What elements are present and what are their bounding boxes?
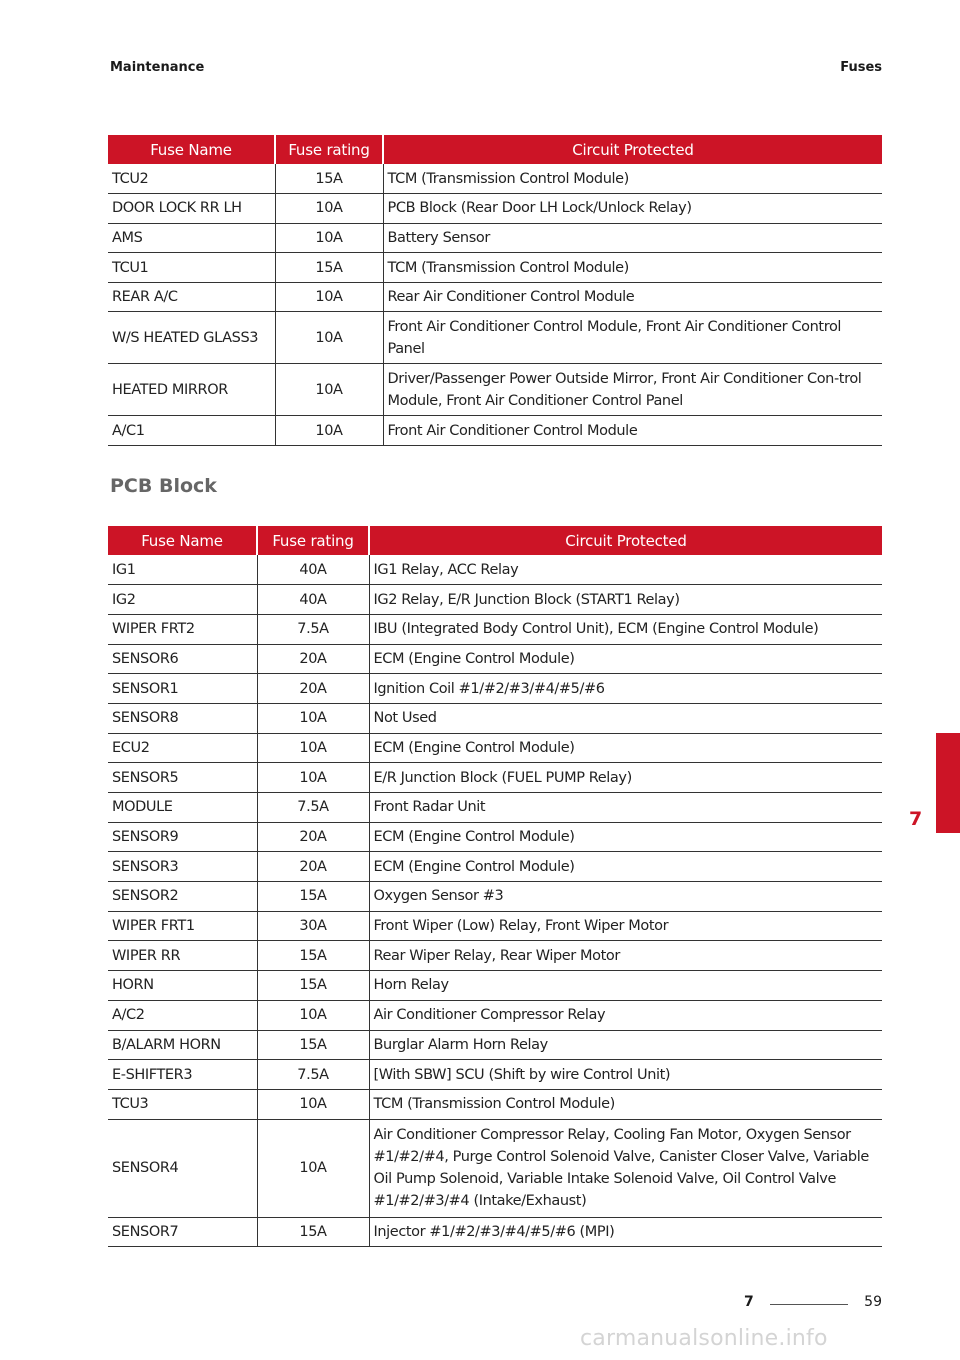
circuit-cell: Battery Sensor — [383, 223, 882, 253]
table-row — [108, 971, 882, 1001]
circuit-cell: Not Used — [369, 703, 882, 733]
fuse-rating-cell: 40A — [257, 555, 369, 585]
circuit-cell: IG2 Relay, E/R Junction Block (START1 Relay) — [369, 585, 882, 615]
circuit-cell: Ignition Coil #1/#2/#3/#4/#5/#6 — [369, 674, 882, 704]
fuse-name-cell: REAR A/C — [108, 282, 275, 312]
table-row — [108, 1217, 882, 1247]
circuit-cell: Front Wiper (Low) Relay, Front Wiper Motor — [369, 911, 882, 941]
circuit-cell: Rear Air Conditioner Control Module — [383, 282, 882, 312]
fuse-name-cell: WIPER RR — [108, 941, 257, 971]
circuit-cell: ECM (Engine Control Module) — [369, 733, 882, 763]
circuit-cell: Driver/Passenger Power Outside Mirror, Front Air Conditioner Con-trol Module, Front Air Conditioner Control Panel — [383, 364, 882, 416]
fuse-rating-cell: 10A — [275, 312, 383, 364]
fuse-rating-cell: 10A — [275, 416, 383, 446]
table-row — [108, 763, 882, 793]
table-row — [108, 164, 882, 194]
circuit-cell: TCM (Transmission Control Module) — [383, 164, 882, 194]
fuse-rating-cell: 10A — [257, 733, 369, 763]
fuse-rating-cell: 10A — [275, 223, 383, 253]
table-row — [108, 822, 882, 852]
section-label: Maintenance — [110, 60, 205, 75]
circuit-cell: Front Air Conditioner Control Module, Front Air Conditioner Control Panel — [383, 312, 882, 364]
fuse-name-cell: MODULE — [108, 793, 257, 823]
fuse-name-cell: SENSOR9 — [108, 822, 257, 852]
fuse-name-cell: SENSOR4 — [108, 1119, 257, 1217]
fuse-name-cell: A/C1 — [108, 416, 275, 446]
fuse-name-cell: SENSOR5 — [108, 763, 257, 793]
table-row — [108, 614, 882, 644]
fuse-name-cell: A/C2 — [108, 1000, 257, 1030]
fuse-rating-cell: 7.5A — [257, 1060, 369, 1090]
footer-chapter-number: 7 — [744, 1294, 754, 1310]
table-row — [108, 416, 882, 446]
fuse-rating-cell: 15A — [257, 941, 369, 971]
circuit-cell: E/R Junction Block (FUEL PUMP Relay) — [369, 763, 882, 793]
fuse-name-cell: IG2 — [108, 585, 257, 615]
fuse-name-cell: W/S HEATED GLASS3 — [108, 312, 275, 364]
circuit-cell: [With SBW] SCU (Shift by wire Control Unit) — [369, 1060, 882, 1090]
fuse-rating-cell: 30A — [257, 911, 369, 941]
fuse-rating-cell: 15A — [257, 971, 369, 1001]
fuse-name-cell: WIPER FRT2 — [108, 614, 257, 644]
fuse-rating-cell: 10A — [257, 1089, 369, 1119]
circuit-cell: Front Radar Unit — [369, 793, 882, 823]
fuse-name-cell: TCU3 — [108, 1089, 257, 1119]
circuit-cell: Front Air Conditioner Control Module — [383, 416, 882, 446]
fuse-name-cell: B/ALARM HORN — [108, 1030, 257, 1060]
column-header-fuse-rating: Fuse rating — [257, 526, 369, 555]
circuit-cell: IG1 Relay, ACC Relay — [369, 555, 882, 585]
table-row — [108, 585, 882, 615]
circuit-cell: ECM (Engine Control Module) — [369, 822, 882, 852]
table-header-row — [108, 526, 882, 555]
table-row — [108, 733, 882, 763]
watermark: carmanualsonline.info — [580, 1326, 828, 1351]
table-row — [108, 1030, 882, 1060]
table-header-row — [108, 135, 882, 164]
fuse-rating-cell: 15A — [257, 1217, 369, 1247]
circuit-cell: PCB Block (Rear Door LH Lock/Unlock Relay) — [383, 194, 882, 224]
column-header-fuse-rating: Fuse rating — [275, 135, 383, 164]
chapter-side-tab — [936, 733, 960, 833]
fuse-table-1 — [108, 135, 882, 446]
fuse-name-cell: SENSOR6 — [108, 644, 257, 674]
column-header-fuse-name: Fuse Name — [108, 135, 275, 164]
fuse-name-cell: SENSOR3 — [108, 852, 257, 882]
circuit-cell: TCM (Transmission Control Module) — [383, 253, 882, 283]
column-header-circuit-protected: Circuit Protected — [383, 135, 882, 164]
fuse-rating-cell: 20A — [257, 822, 369, 852]
table-row — [108, 882, 882, 912]
fuse-rating-cell: 10A — [275, 194, 383, 224]
fuse-name-cell: SENSOR7 — [108, 1217, 257, 1247]
fuse-rating-cell: 20A — [257, 674, 369, 704]
table-row — [108, 644, 882, 674]
table-row — [108, 194, 882, 224]
fuse-rating-cell: 10A — [257, 703, 369, 733]
fuse-table-pcb-block — [108, 526, 882, 1247]
topic-label: Fuses — [840, 60, 882, 75]
fuse-rating-cell: 40A — [257, 585, 369, 615]
table-row — [108, 793, 882, 823]
fuse-rating-cell: 10A — [257, 1000, 369, 1030]
fuse-rating-cell: 15A — [275, 164, 383, 194]
table-row — [108, 1089, 882, 1119]
circuit-cell: ECM (Engine Control Module) — [369, 852, 882, 882]
table-row — [108, 1000, 882, 1030]
footer-divider — [770, 1304, 848, 1305]
fuse-name-cell: WIPER FRT1 — [108, 911, 257, 941]
table-row — [108, 312, 882, 364]
fuse-rating-cell: 7.5A — [257, 793, 369, 823]
fuse-name-cell: HORN — [108, 971, 257, 1001]
fuse-name-cell: TCU1 — [108, 253, 275, 283]
section-title-pcb-block: PCB Block — [110, 475, 217, 497]
fuse-name-cell: E-SHIFTER3 — [108, 1060, 257, 1090]
fuse-rating-cell: 10A — [257, 763, 369, 793]
circuit-cell: Horn Relay — [369, 971, 882, 1001]
table-row — [108, 941, 882, 971]
table-row — [108, 364, 882, 416]
fuse-name-cell: ECU2 — [108, 733, 257, 763]
circuit-cell: ECM (Engine Control Module) — [369, 644, 882, 674]
fuse-rating-cell: 10A — [275, 282, 383, 312]
circuit-cell: Injector #1/#2/#3/#4/#5/#6 (MPI) — [369, 1217, 882, 1247]
circuit-cell: Rear Wiper Relay, Rear Wiper Motor — [369, 941, 882, 971]
fuse-rating-cell: 20A — [257, 644, 369, 674]
circuit-cell: Air Conditioner Compressor Relay, Cooling Fan Motor, Oxygen Sensor #1/#2/#4, Purge Control Solenoid Valve, Canister Closer Valve, Variable Oil Pump Solenoid, Variable Intake Solenoid Valve, Oil Control Valve #1/#2/#3/#4 (Intake/Exhaust) — [369, 1119, 882, 1217]
fuse-rating-cell: 10A — [257, 1119, 369, 1217]
table-row — [108, 555, 882, 585]
table-row — [108, 223, 882, 253]
fuse-rating-cell: 15A — [257, 1030, 369, 1060]
chapter-side-number: 7 — [909, 808, 923, 830]
page-header — [110, 60, 882, 80]
circuit-cell: TCM (Transmission Control Module) — [369, 1089, 882, 1119]
page-number: 59 — [864, 1294, 882, 1310]
table-row — [108, 253, 882, 283]
fuse-rating-cell: 10A — [275, 364, 383, 416]
fuse-name-cell: SENSOR2 — [108, 882, 257, 912]
page-footer — [700, 1294, 882, 1314]
fuse-name-cell: SENSOR1 — [108, 674, 257, 704]
column-header-fuse-name: Fuse Name — [108, 526, 257, 555]
table-row — [108, 703, 882, 733]
circuit-cell: Burglar Alarm Horn Relay — [369, 1030, 882, 1060]
fuse-rating-cell: 15A — [275, 253, 383, 283]
fuse-name-cell: TCU2 — [108, 164, 275, 194]
table-row — [108, 852, 882, 882]
circuit-cell: Air Conditioner Compressor Relay — [369, 1000, 882, 1030]
fuse-name-cell: DOOR LOCK RR LH — [108, 194, 275, 224]
fuse-name-cell: SENSOR8 — [108, 703, 257, 733]
fuse-name-cell: IG1 — [108, 555, 257, 585]
table-row — [108, 1119, 882, 1217]
table-row — [108, 911, 882, 941]
fuse-rating-cell: 7.5A — [257, 614, 369, 644]
fuse-name-cell: AMS — [108, 223, 275, 253]
circuit-cell: Oxygen Sensor #3 — [369, 882, 882, 912]
table-row — [108, 282, 882, 312]
fuse-name-cell: HEATED MIRROR — [108, 364, 275, 416]
table-row — [108, 1060, 882, 1090]
fuse-rating-cell: 15A — [257, 882, 369, 912]
table-row — [108, 674, 882, 704]
column-header-circuit-protected: Circuit Protected — [369, 526, 882, 555]
circuit-cell: IBU (Integrated Body Control Unit), ECM (Engine Control Module) — [369, 614, 882, 644]
fuse-rating-cell: 20A — [257, 852, 369, 882]
